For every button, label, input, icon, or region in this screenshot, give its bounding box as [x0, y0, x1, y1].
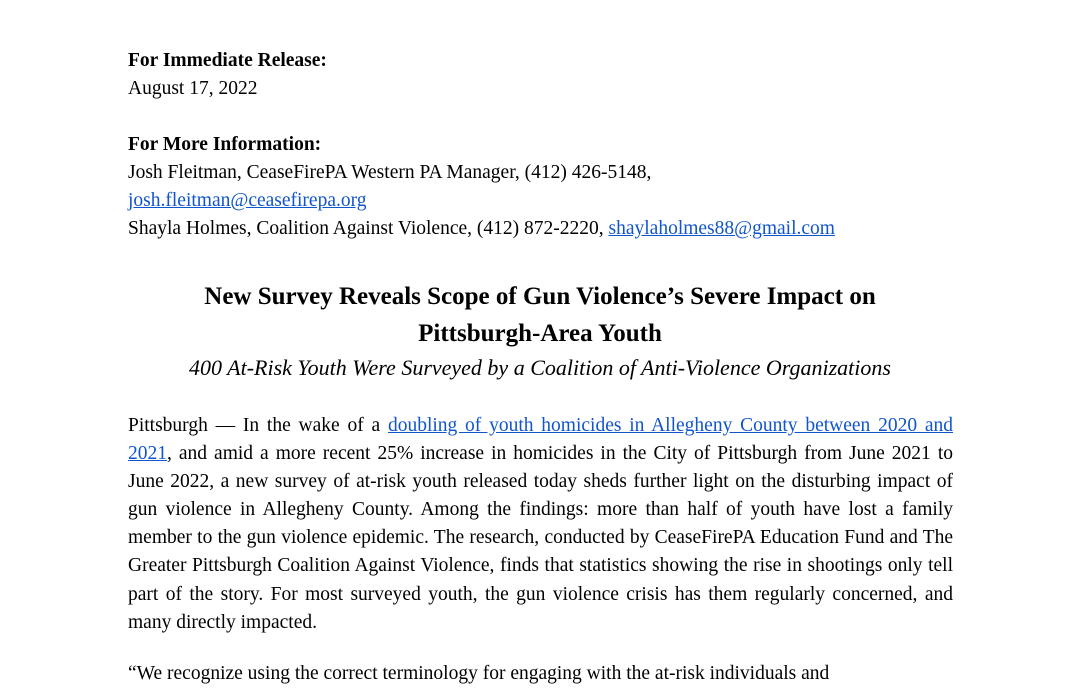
- homicide-report-link[interactable]: doubling of youth homicides in Allegheny County between 2020 and 2021: [128, 415, 954, 465]
- contact-shayla-text: Shayla Holmes, Coalition Against Violence, (412) 872-2220,: [128, 218, 609, 239]
- contact-josh-email-line: [128, 187, 953, 215]
- headline-line-2: Pittsburgh-Area Youth: [418, 320, 662, 347]
- next-paragraph-start: “We recognize using the correct terminology for engaging with the at-risk individuals and: [128, 663, 830, 684]
- contact-heading: For More Information:: [128, 134, 322, 155]
- body-rest: , and amid a more recent 25% increase in homicides in the City of Pittsburgh from June 2021 to June 2022, a new survey of at-risk youth released today sheds further light on the disturbing impact of gun violence in Allegheny County. Among the findings: more than half of youth have lost a family member to the gun violence epidemic. The research, conducted by CeaseFirePA Education Fund and The Greater Pittsburgh Coalition Against Violence, finds that statistics showing the rise in shootings only tell part of the story. For most surveyed youth, the gun violence crisis has them regularly concerned, and many directly impacted.: [128, 443, 953, 633]
- release-date: August 17, 2022: [128, 78, 258, 99]
- contact-josh: Josh Fleitman, CeaseFirePA Western PA Manager, (412) 426-5148,: [128, 162, 652, 183]
- body-lead: Pittsburgh — In the wake of a: [128, 415, 388, 436]
- headline-subtitle: 400 At-Risk Youth Were Surveyed by a Coalition of Anti-Violence Organizations: [189, 355, 891, 380]
- headline-line-1: New Survey Reveals Scope of Gun Violence’s Severe Impact on: [204, 283, 876, 310]
- shayla-email-link[interactable]: shaylaholmes88@gmail.com: [608, 218, 835, 239]
- release-heading: For Immediate Release:: [128, 50, 327, 71]
- body-paragraph: [128, 412, 953, 637]
- contact-shayla: [128, 215, 953, 243]
- josh-email-link[interactable]: josh.fleitman@ceasefirepa.org: [128, 190, 367, 211]
